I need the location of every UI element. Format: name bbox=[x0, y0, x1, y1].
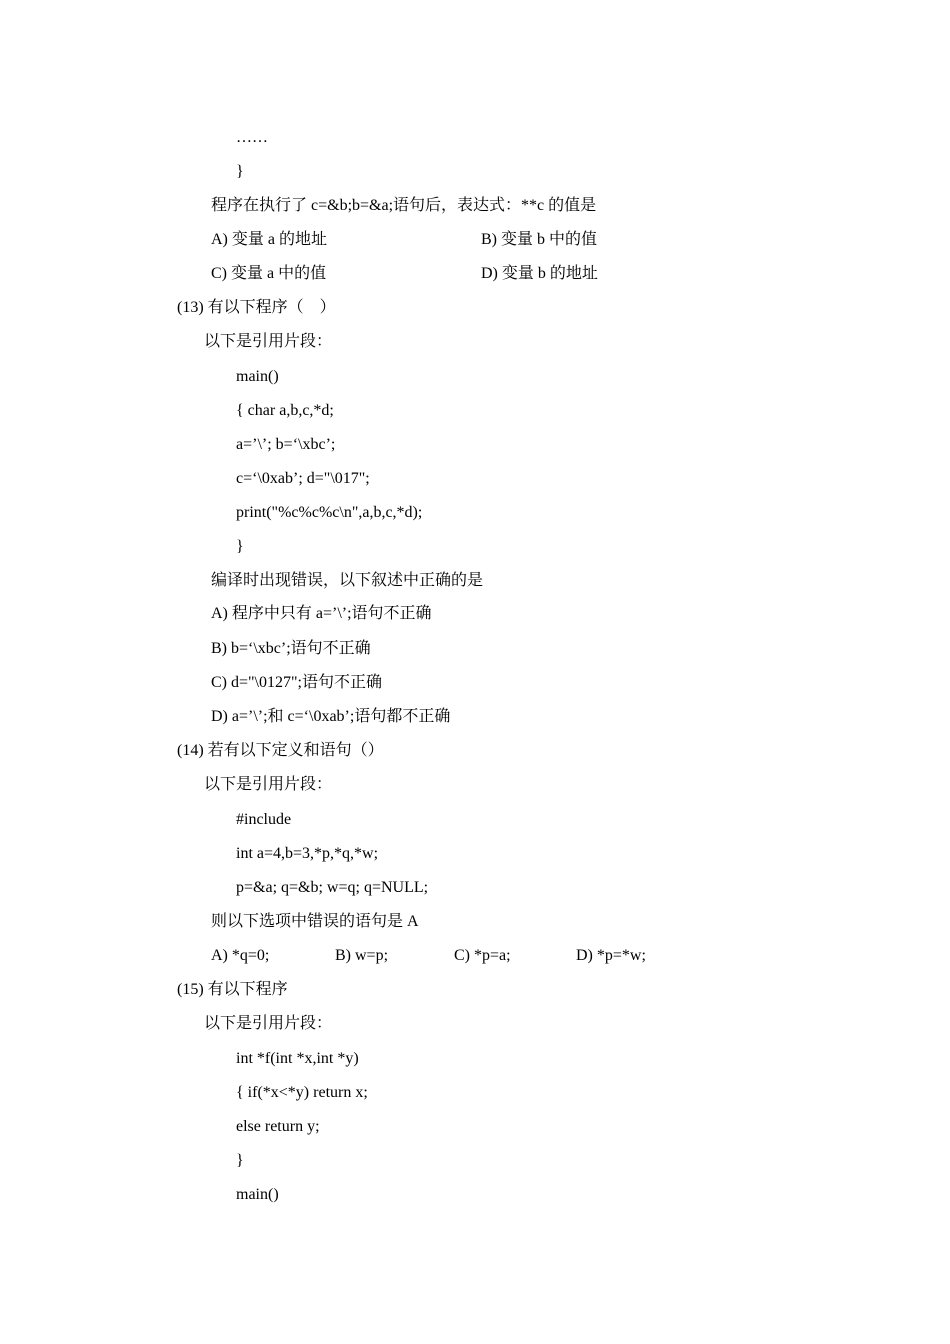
question-text: 编译时出现错误，以下叙述中正确的是 bbox=[211, 572, 484, 589]
code-line: } bbox=[236, 1152, 244, 1169]
code-line: int a=4,b=3,*p,*q,*w; bbox=[236, 845, 379, 862]
question-text: 则以下选项中错误的语句是 A bbox=[211, 913, 419, 930]
quote-intro: 以下是引用片段： bbox=[204, 1015, 333, 1032]
code-line: else return y; bbox=[236, 1118, 320, 1135]
option-b: B) b=‘\xbc’;语句不正确 bbox=[211, 640, 371, 657]
option-a: A) 变量 a 的地址 bbox=[211, 231, 327, 248]
option-c: C) *p=a; bbox=[454, 947, 511, 964]
code-line: c=‘\0xab’; d="\017"; bbox=[236, 470, 370, 487]
code-line: main() bbox=[236, 368, 279, 385]
code-line: p=&a; q=&b; w=q; q=NULL; bbox=[236, 879, 429, 896]
option-a: A) 程序中只有 a=’\’;语句不正确 bbox=[211, 605, 432, 622]
option-b: B) 变量 b 中的值 bbox=[481, 231, 598, 248]
code-line: a=’\’; b=‘\xbc’; bbox=[236, 436, 336, 453]
option-c: C) d="\0127";语句不正确 bbox=[211, 674, 382, 691]
option-d: D) a=’\’;和 c=‘\0xab’;语句都不正确 bbox=[211, 708, 451, 725]
question-title: (14) 若有以下定义和语句（） bbox=[177, 742, 384, 759]
option-a: A) *q=0; bbox=[211, 947, 270, 964]
quote-intro: 以下是引用片段： bbox=[204, 333, 333, 350]
option-d: D) *p=*w; bbox=[576, 947, 646, 964]
code-line: main() bbox=[236, 1186, 279, 1203]
code-line: …… bbox=[236, 129, 268, 146]
question-text: 程序在执行了 c=&b;b=&a;语句后，表达式：**c 的值是 bbox=[211, 197, 597, 214]
option-c: C) 变量 a 中的值 bbox=[211, 265, 327, 282]
code-line: int *f(int *x,int *y) bbox=[236, 1050, 359, 1067]
option-b: B) w=p; bbox=[335, 947, 389, 964]
code-line: } bbox=[236, 538, 244, 555]
code-line: print("%c%c%c\n",a,b,c,*d); bbox=[236, 504, 423, 521]
option-d: D) 变量 b 的地址 bbox=[481, 265, 598, 282]
code-line: { if(*x<*y) return x; bbox=[236, 1084, 368, 1101]
code-line: { char a,b,c,*d; bbox=[236, 402, 334, 419]
question-title: (15) 有以下程序 bbox=[177, 981, 288, 998]
question-title: (13) 有以下程序（ ） bbox=[177, 299, 336, 316]
quote-intro: 以下是引用片段： bbox=[204, 776, 333, 793]
code-line: #include bbox=[236, 811, 292, 828]
code-line: } bbox=[236, 163, 244, 180]
